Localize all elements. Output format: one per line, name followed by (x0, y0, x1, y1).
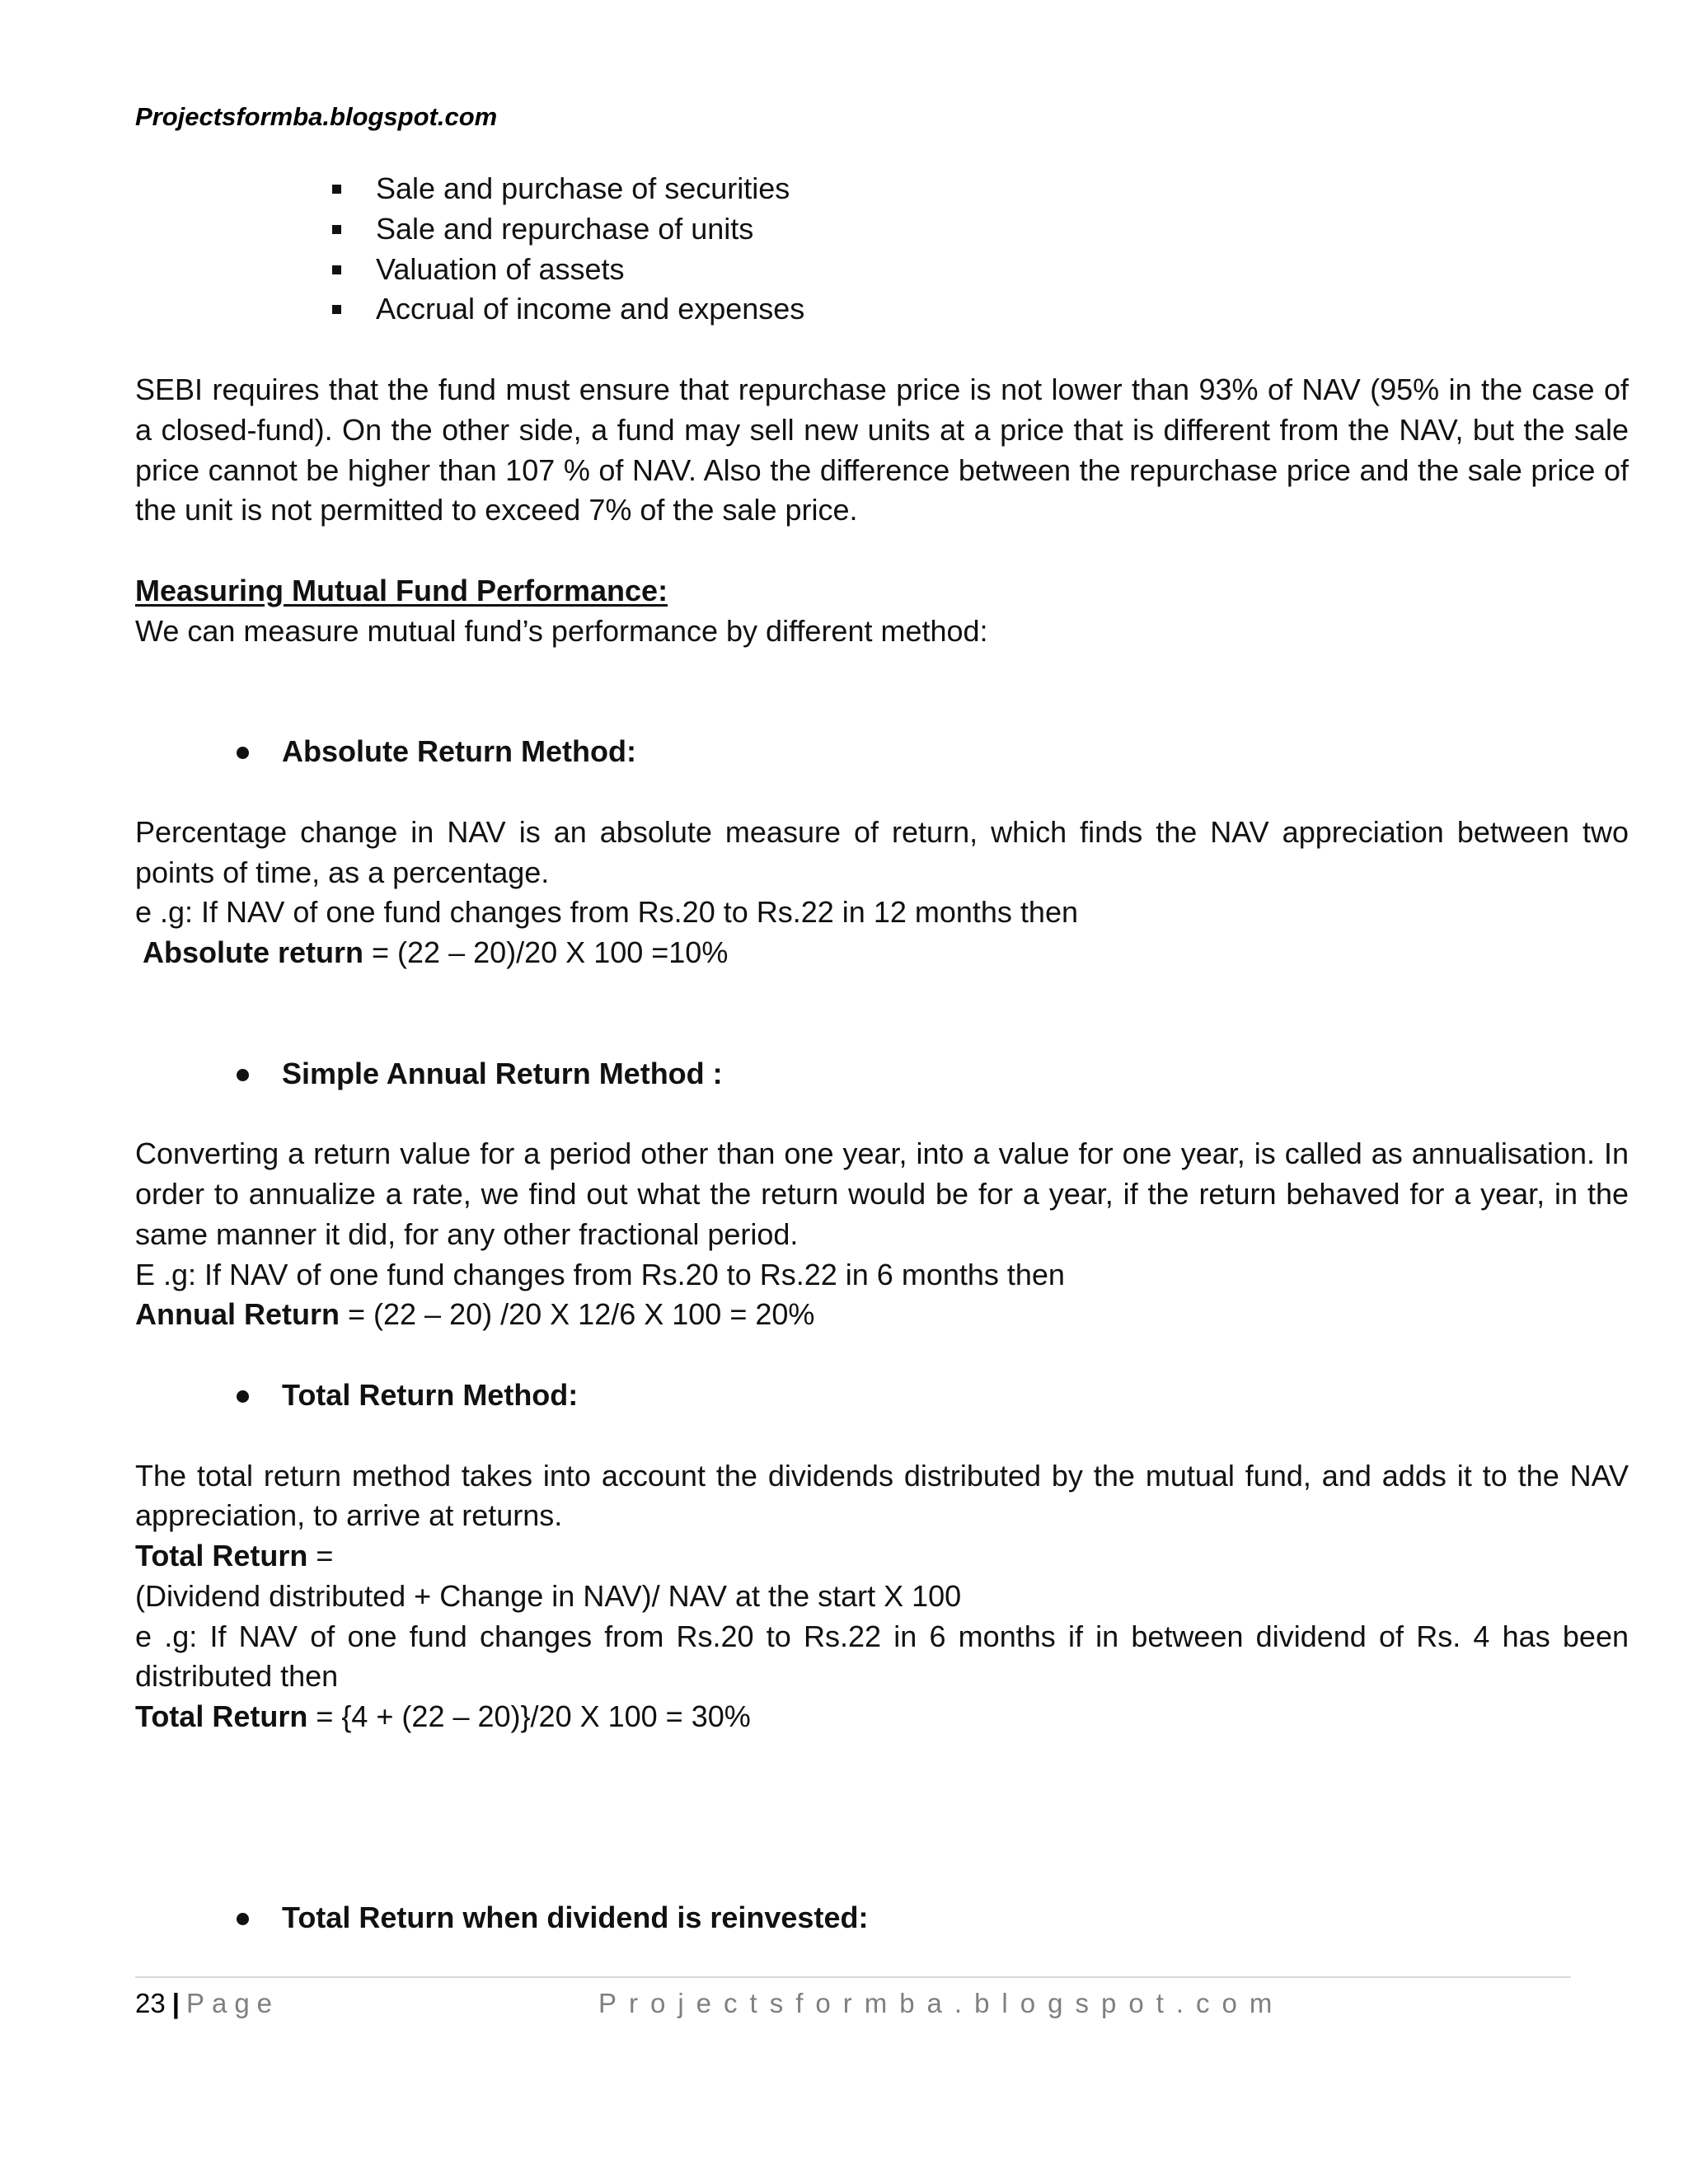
section-intro: We can measure mutual fund’s performance by different method: (135, 613, 988, 648)
total-definition: (Dividend distributed + Change in NAV)/ NAV at the start X 100 (135, 1578, 962, 1613)
square-bullet-list (135, 169, 1629, 330)
absolute-example: e .g: If NAV of one fund changes from Rs.20 to Rs.22 in 12 months then (135, 895, 1078, 930)
list-item: Accrual of income and expenses (327, 289, 1629, 330)
method-heading-absolute: Absolute Return Method: (135, 732, 1629, 772)
absolute-formula-line (135, 933, 1629, 973)
method-heading-total: Total Return Method: (135, 1376, 1629, 1416)
method-heading-reinvested: Total Return when dividend is reinvested: (135, 1898, 1629, 1938)
method-heading-simple-annual: Simple Annual Return Method : (135, 1054, 1629, 1094)
footer-separator: | (171, 1988, 180, 2018)
page-footer (135, 1983, 1571, 2024)
formula-text: = (22 – 20) /20 X 12/6 X 100 = 20% (340, 1297, 815, 1332)
formula-text: = {4 + (22 – 20)}/20 X 100 = 30% (307, 1699, 751, 1734)
formula-text: = (307, 1539, 334, 1573)
formula-label: Absolute return (143, 935, 364, 970)
page-number: 23 (135, 1988, 166, 2018)
footer-divider (135, 1976, 1571, 1978)
list-item: Sale and purchase of securities (327, 169, 1629, 209)
total-formula-line (135, 1697, 1629, 1737)
list-item: Sale and repurchase of units (327, 209, 1629, 250)
list-item: Valuation of assets (327, 250, 1629, 290)
formula-label: Total Return (135, 1699, 308, 1734)
simple-formula-line (135, 1295, 1629, 1335)
simple-example: E .g: If NAV of one fund changes from Rs.20 to Rs.22 in 6 months then (135, 1257, 1065, 1291)
footer-site: Projectsformba.blogspot.com (598, 1988, 1285, 2018)
total-label-line (135, 1536, 1629, 1577)
page-label: Page (185, 1988, 280, 2018)
total-paragraph: The total return method takes into account the dividends distributed by the mutual fund, and adds it to the NAV appreciation, to arrive at returns. (135, 1458, 1629, 1533)
absolute-paragraph: Percentage change in NAV is an absolute measure of return, which finds the NAV appreciation between two points of time, as a percentage. (135, 814, 1629, 889)
simple-paragraph: Converting a return value for a period other than one year, into a value for one year, is called as annualisation. In order to annualize a rate, we find out what the return would be for a year, if the return behaved for a year, in the same manner it did, for any other fractional period. (135, 1137, 1629, 1251)
section-heading: Measuring Mutual Fund Performance: (135, 573, 668, 607)
page-header: Projectsformba.blogspot.com (135, 102, 498, 131)
total-example: e .g: If NAV of one fund changes from Rs.20 to Rs.22 in 6 months if in between dividend of Rs. 4 has been distributed then (135, 1619, 1629, 1694)
sebi-paragraph: SEBI requires that the fund must ensure that repurchase price is not lower than 93% of NAV (95% in the case of a closed-fund). On the other side, a fund may sell new units at a price that is different from the NAV, but the sale price cannot be higher than 107 % of NAV. Also the difference between the repurchase price and the sale price of the unit is not permitted to exceed 7% of the sale price. (135, 372, 1629, 527)
formula-label: Total Return (135, 1539, 308, 1573)
page-content (135, 169, 1629, 1938)
formula-label: Annual Return (135, 1297, 340, 1332)
formula-text: = (22 – 20)/20 X 100 =10% (363, 935, 729, 970)
